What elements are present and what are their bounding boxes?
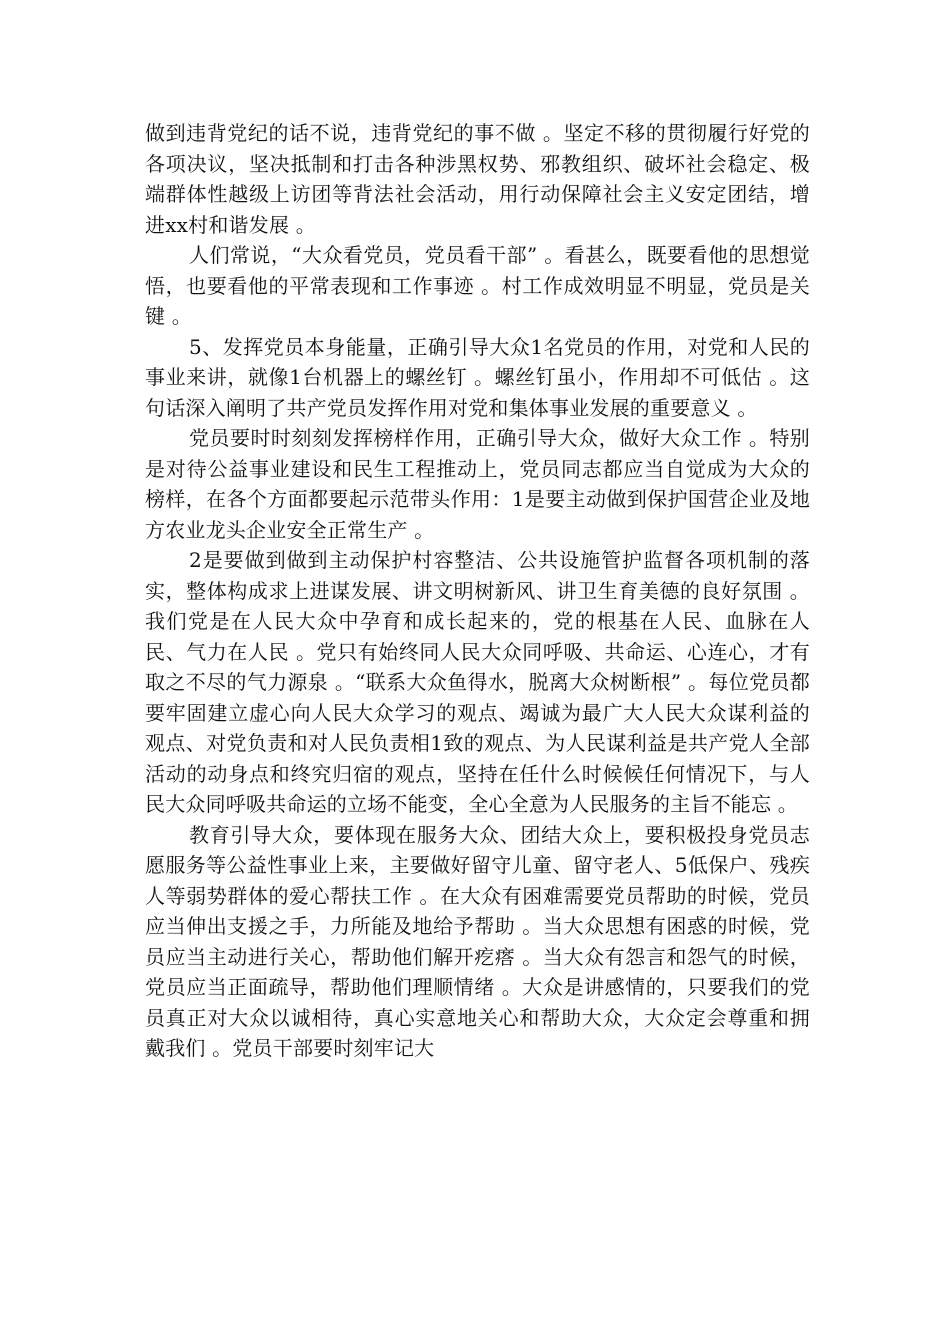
paragraph: 人们常说，“大众看党员，党员看干部” 。看甚么，既要看他的思想觉悟，也要看他的平常表现和工作事迹 。村工作成效明显不明显，党员是关键 。 xyxy=(145,243,810,328)
paragraph: 党员要时时刻刻发挥榜样作用，正确引导大众，做好大众工作 。特别是对待公益事业建设和民生工程推动上，党员同志都应当自觉成为大众的榜样，在各个方面都要起示范带头作用：1是要主动做到保护国营企业及地方农业龙头企业安全正常生产 。 xyxy=(145,426,810,542)
paragraph: 5、发挥党员本身能量，正确引导大众1名党员的作用，对党和人民的事业来讲，就像1台机器上的螺丝钉 。螺丝钉虽小，作用却不可低估 。这句话深入阐明了共产党员发挥作用对党和集体事业发展的重要意义 。 xyxy=(145,334,810,420)
paragraph: 教育引导大众，要体现在服务大众、团结大众上，要积极投身党员志愿服务等公益性事业上来，主要做好留守儿童、留守老人、5低保户、残疾人等弱势群体的爱心帮扶工作 。在大众有困难需要党员帮助的时候，党员应当伸出支援之手，力所能及地给予帮助 。当大众思想有困惑的时候，党员应当主动进行关心，帮助他们解开疙瘩 。当大众有怨言和怨气的时候，党员应当正面疏导，帮助他们理顺情绪 。大众是讲感情的，只要我们的党员真正对大众以诚相待，真心实意地关心和帮助大众，大众定会尊重和拥戴我们 。党员干部要时刻牢记大 xyxy=(145,822,810,1060)
paragraph: 做到违背党纪的话不说，违背党纪的事不做 。坚定不移的贯彻履行好党的各项决议，坚决抵制和打击各种涉黑权势、邪教组织、破坏社会稳定、极端群体性越级上访团等背法社会活动，用行动保障社会主义安定团结，增进xx村和谐发展 。 xyxy=(145,121,810,237)
document-page xyxy=(145,118,810,1064)
paragraph: 2是要做到做到主动保护村容整洁、公共设施管护监督各项机制的落实，整体构成求上进谋发展、讲文明树新风、讲卫生育美德的良好氛围 。我们党是在人民大众中孕育和成长起来的，党的根基在人民、血脉在人民、气力在人民 。党只有始终同人民大众同呼吸、共命运、心连心，才有取之不尽的气力源泉 。“联系大众鱼得水，脱离大众树断根” 。每位党员都要牢固建立虚心向人民大众学习的观点、竭诚为最广大人民大众谋利益的观点、对党负责和对人民负责相1致的观点、为人民谋利益是共产党人全部活动的动身点和终究归宿的观点，坚持在任什么时候候任何情况下，与人民大众同呼吸共命运的立场不能变，全心全意为人民服务的主旨不能忘 。 xyxy=(145,548,810,816)
